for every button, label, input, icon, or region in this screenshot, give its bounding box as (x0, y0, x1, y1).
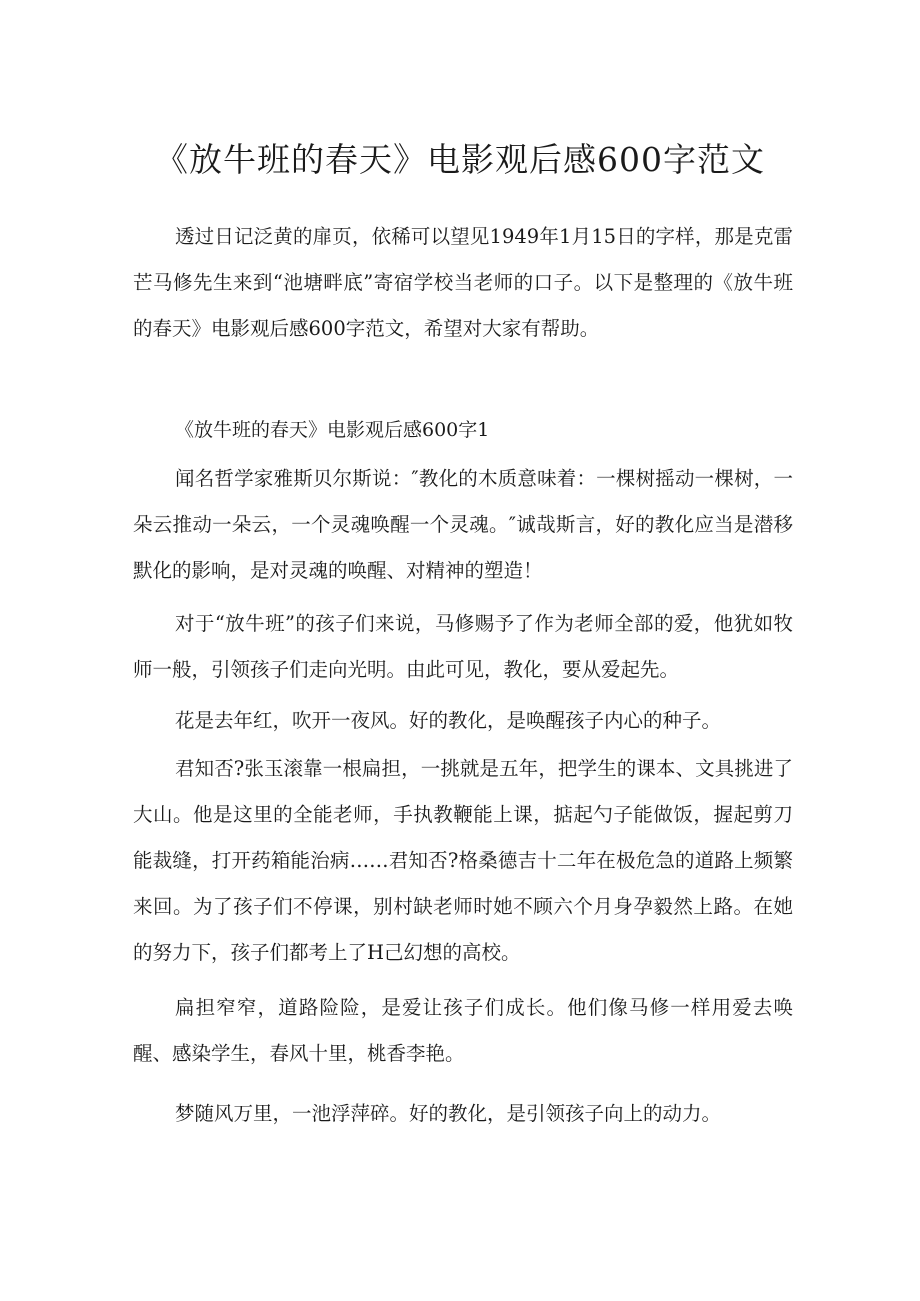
paragraph-1: 闻名哲学家雅斯贝尔斯说：″教化的木质意味着：一棵树摇动一棵树，一朵云推动一朵云，一个灵魂唤醒一个灵魂。″诚哉斯言，好的教化应当是潜移默化的影响，是对灵魂的唤醒、对精神的塑造！ (133, 467, 793, 582)
document-title: 《放牛班的春天》电影观后感600字范文 (155, 140, 765, 179)
paragraph-2: 对于“放牛班”的孩子们来说，马修赐予了作为老师全部的爱，他犹如牧师一般，引领孩子们走向光明。由此可见，教化，要从爱起先。 (133, 612, 793, 681)
paragraph-5: 扁担窄窄，道路险险，是爱让孩子们成长。他们像马修一样用爱去唤醒、感染学生，春风十里，桃香李艳。 (133, 996, 793, 1065)
paragraph-6: 梦随风万里，一池浮萍碎。好的教化，是引领孩子向上的动力。 (175, 1102, 722, 1125)
intro-paragraph: 透过日记泛黄的扉页，依稀可以望见1949年1月15日的字样，那是克雷芒马修先生来到“池塘畔底”寄宿学校当老师的口子。以下是整理的《放牛班的春天》电影观后感600字范文，希望对大家有帮助。 (133, 225, 793, 340)
paragraph-4: 君知否?张玉滚靠一根扁担，一挑就是五年，把学生的课本、文具挑进了大山。他是这里的全能老师，手执教鞭能上课，掂起勺子能做饭，握起剪刀能裁缝，打开药箱能治病……君知否?格桑德吉十二年在极危急的道路上频繁来回。为了孩子们不停课，别村缺老师时她不顾六个月身孕毅然上路。在她的努力下，孩子们都考上了H己幻想的高校。 (133, 757, 793, 964)
paragraph-3: 花是去年红，吹开一夜风。好的教化，是唤醒孩子内心的种子。 (175, 709, 722, 732)
section-heading: 《放牛班的春天》电影观后感600字1 (175, 419, 490, 441)
